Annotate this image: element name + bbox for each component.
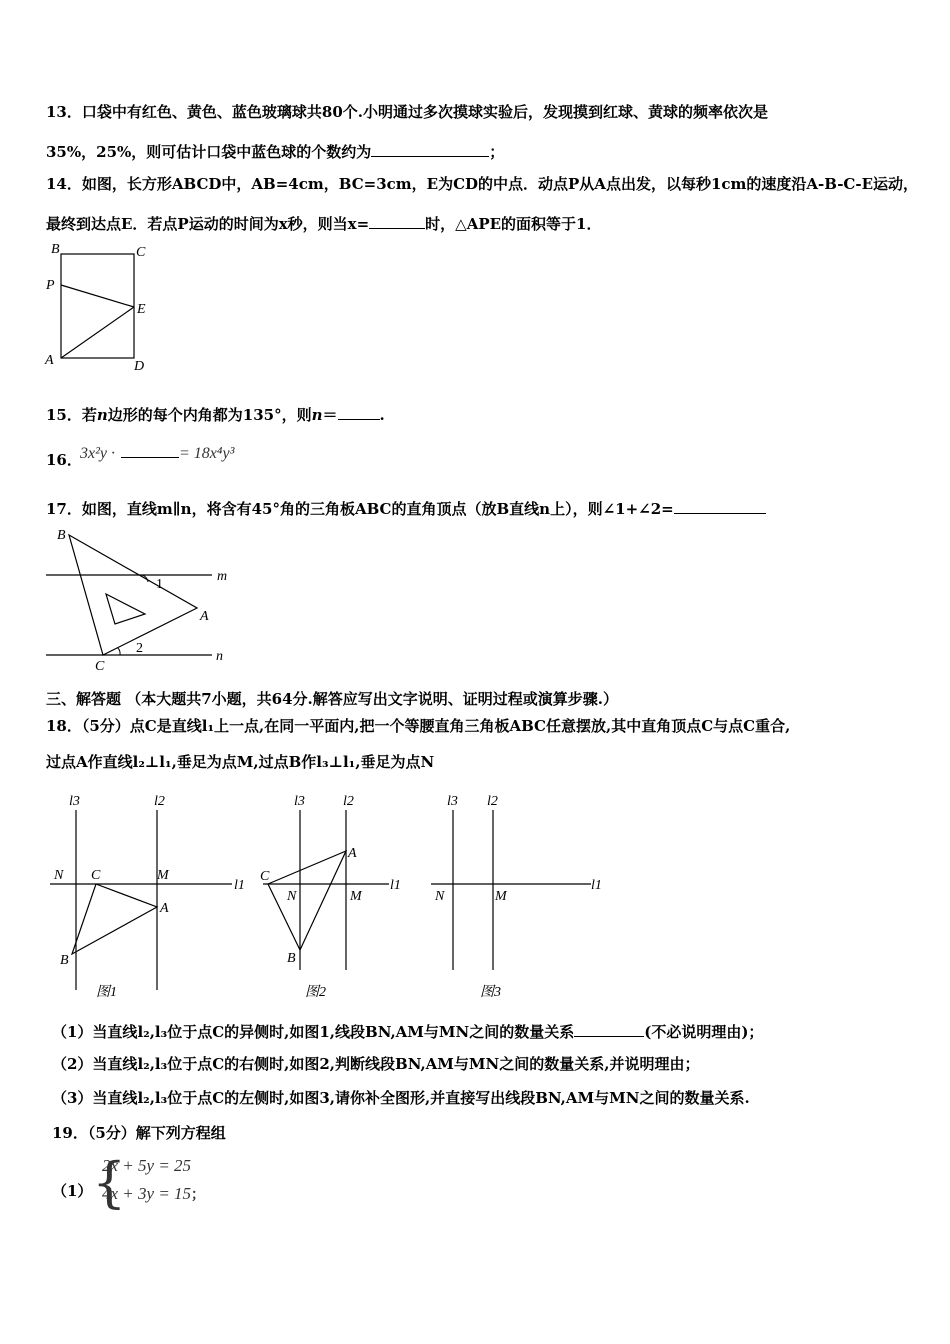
q13-answer-blank[interactable] [371, 140, 489, 157]
q18-sub1-text: （1）当直线l₂,l₃位于点C的异侧时,如图1,线段BN,AM与MN之间的数量关系 [52, 1023, 575, 1041]
label-m: m [217, 569, 228, 584]
q18-figure-1 [44, 785, 254, 1005]
q18-sub1-answer-blank[interactable] [574, 1020, 644, 1037]
q14-line1: 14．如图，长方形ABCD中，AB=4cm，BC=3cm，E为CD的中点．动点P从A点出发，以每秒1cm的速度沿A-B-C-E运动， [46, 175, 919, 193]
angle-2-arc [118, 648, 120, 655]
q16-expression [80, 441, 234, 464]
label-b: B [60, 953, 69, 968]
label-n: N [54, 868, 64, 883]
q15-end: . [379, 406, 385, 424]
label-n: N [287, 889, 297, 904]
q15-line [46, 403, 385, 425]
label-a: A [200, 609, 209, 624]
q18-sub1-end: (不必说明理由)； [644, 1023, 764, 1041]
label-c: C [136, 245, 146, 260]
label-n: n [216, 649, 223, 664]
label-c: C [91, 868, 101, 883]
label-c: C [95, 659, 105, 674]
q18-sub3: （3）当直线l₂,l₃位于点C的左侧时,如图3,请你补全图形,并直接写出线段BN,AM与MN之间的数量关系. [52, 1089, 750, 1107]
q18-figure-2 [255, 785, 415, 1005]
q18-line2: 过点A作直线l₂⊥l₁,垂足为点M,过点B作l₃⊥l₁,垂足为点N [46, 753, 435, 771]
q16-answer-blank[interactable] [121, 441, 179, 458]
label-l3: l3 [69, 794, 80, 809]
segment-ae [61, 307, 134, 358]
triangle-abc [69, 535, 197, 655]
label-a: A [160, 901, 169, 916]
q17-answer-blank[interactable] [674, 497, 766, 514]
label-l2: l2 [487, 794, 498, 809]
q18-sub1 [52, 1020, 763, 1042]
q19-equation-1: 2x + 5y = 25 [102, 1156, 192, 1175]
label-l3: l3 [447, 794, 458, 809]
q14-rectangle-figure [40, 240, 160, 375]
q16-label: 16． [46, 451, 82, 469]
q18-figure-3 [425, 785, 615, 1005]
triangle-abc [268, 851, 346, 950]
q19-brace: { [92, 1151, 127, 1214]
label-l2: l2 [343, 794, 354, 809]
label-d: D [134, 359, 145, 374]
q16-left-expression: 3x²y · [80, 445, 115, 462]
q19-title: 19．（5分）解下列方程组 [52, 1124, 226, 1142]
label-n: N [435, 889, 445, 904]
q19-equation-2-text: 4x + 3y = 15 [102, 1184, 192, 1203]
q13-line2 [46, 140, 504, 162]
label-l2: l2 [154, 794, 165, 809]
q16-right-expression: = 18x⁴y³ [179, 445, 235, 462]
q15-pre: 15．若 [46, 406, 97, 424]
q14-line2 [46, 212, 602, 234]
inner-triangle [106, 594, 145, 624]
q13-text: 35%，25%，则可估计口袋中蓝色球的个数约为 [46, 143, 372, 161]
label-l1: l1 [591, 878, 602, 893]
label-m: M [495, 889, 507, 904]
figure-3-caption: 图3 [480, 985, 501, 1000]
q14-text-b: 时，△APE的面积等于1． [425, 215, 602, 233]
figure-1-caption: 图1 [96, 985, 117, 1000]
triangle-abc [72, 884, 157, 954]
label-a: A [45, 353, 54, 368]
label-m: M [350, 889, 362, 904]
q19-end: ； [191, 1187, 206, 1203]
label-b: B [57, 528, 66, 543]
q13-end: ； [489, 143, 505, 161]
q15-eq: ＝ [322, 406, 338, 424]
label-1: 1 [156, 577, 163, 592]
label-e: E [137, 302, 146, 317]
q13-line1: 13．口袋中有红色、黄色、蓝色玻璃球共80个.小明通过多次摸球实验后，发现摸到红球、黄球的频率依次是 [46, 103, 768, 121]
label-l1: l1 [390, 878, 401, 893]
q14-answer-blank[interactable] [369, 212, 425, 229]
label-c: C [260, 869, 270, 884]
segment-pe [61, 285, 134, 307]
q18-sub2: （2）当直线l₂,l₃位于点C的右侧时,如图2,判断线段BN,AM与MN之间的数量关系,并说明理由； [52, 1055, 700, 1073]
q18-line1: 18．（5分）点C是直线l₁上一点,在同一平面内,把一个等腰直角三角板ABC任意摆放,其中直角顶点C与点C重合, [46, 717, 791, 735]
label-b: B [287, 951, 296, 966]
q19-part-label: （1） [52, 1182, 93, 1200]
q17-text: 17．如图，直线m∥n，将含有45°角的三角板ABC的直角顶点（放B直线n上），则∠1+∠2= [46, 500, 674, 518]
label-l1: l1 [234, 878, 245, 893]
label-b: B [51, 242, 60, 257]
figure-2-caption: 图2 [305, 985, 326, 1000]
q15-answer-blank[interactable] [338, 403, 380, 420]
q19-equation-2 [102, 1184, 205, 1204]
label-2: 2 [136, 641, 143, 656]
q15-n2: n [311, 406, 323, 424]
label-a: A [348, 846, 357, 861]
q15-mid: 边形的每个内角都为135°，则 [107, 406, 312, 424]
label-m: M [157, 868, 169, 883]
rectangle-abcd [61, 254, 134, 358]
q15-n1: n [96, 406, 108, 424]
q17-line [46, 497, 766, 519]
label-p: P [46, 278, 55, 293]
q17-triangle-figure [40, 522, 240, 677]
q16-line [46, 450, 82, 470]
label-l3: l3 [294, 794, 305, 809]
q14-text-a: 最终到达点E．若点P运动的时间为x秒，则当x= [46, 215, 370, 233]
section3-title: 三、解答题 （本大题共7小题，共64分.解答应写出文字说明、证明过程或演算步骤.） [46, 690, 618, 708]
